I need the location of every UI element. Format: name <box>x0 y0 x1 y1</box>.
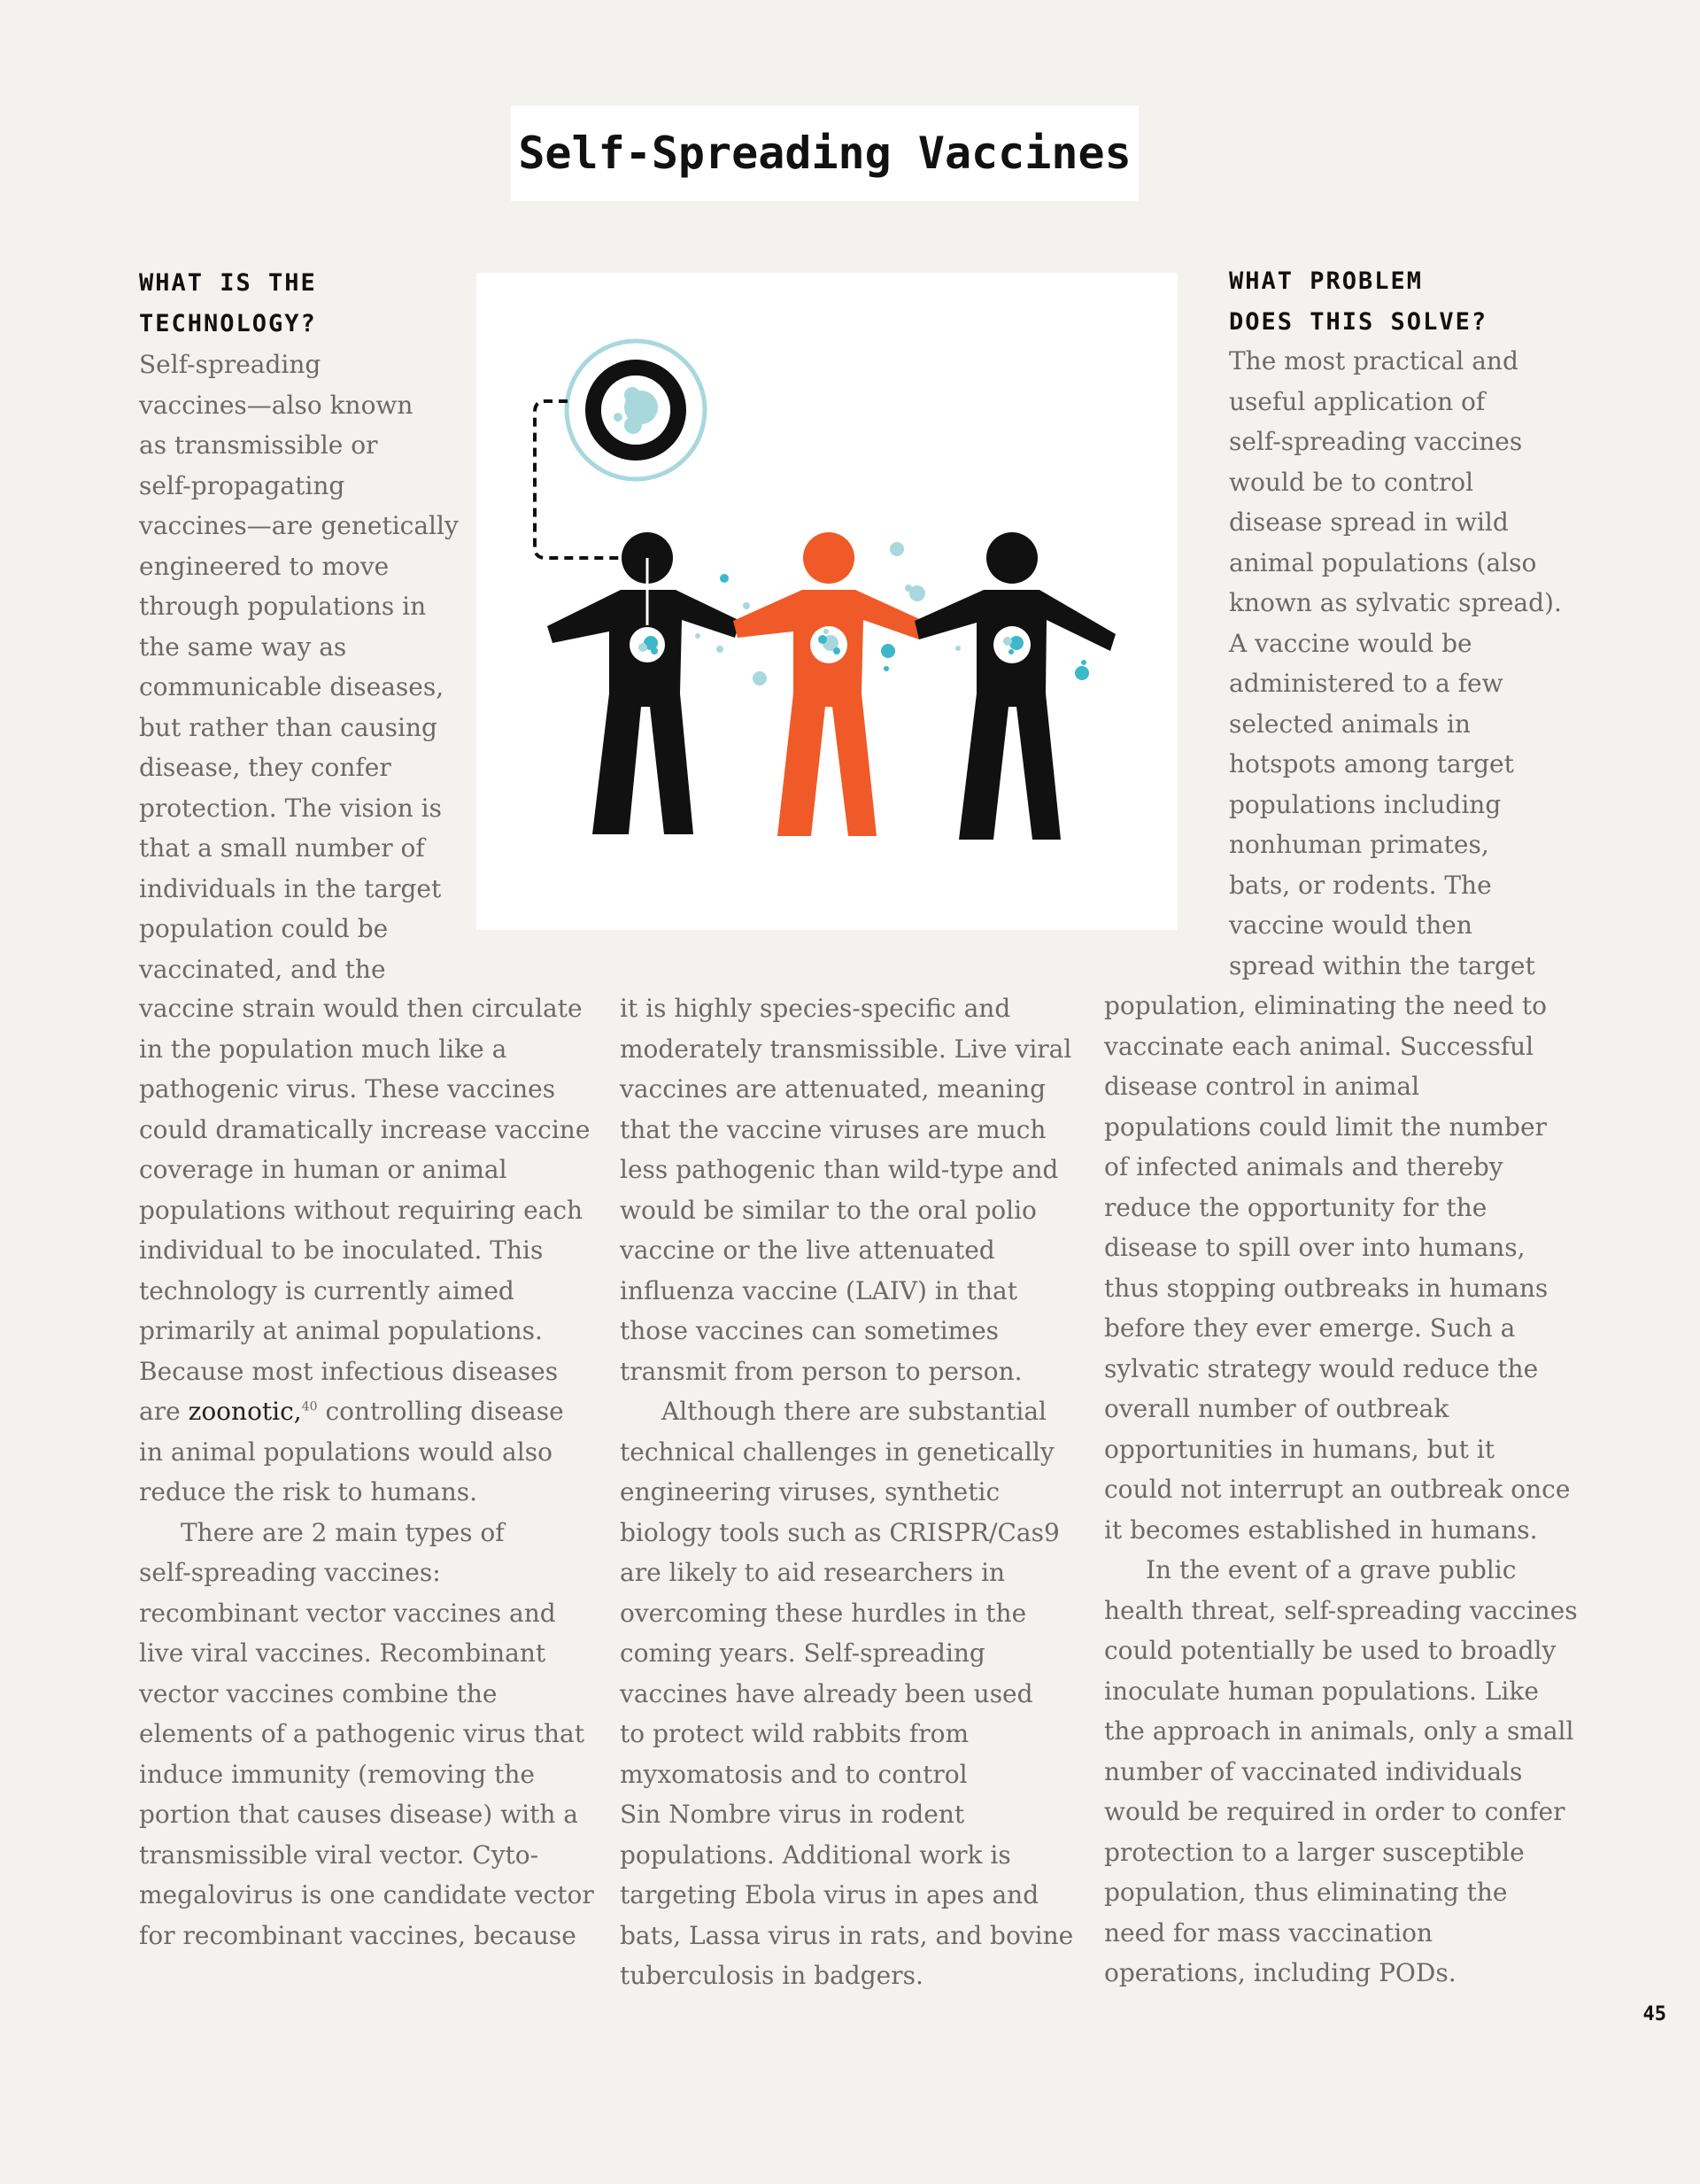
text-line: communicable diseases, <box>139 672 444 701</box>
text-line: vaccine strain would then circulate <box>139 994 583 1023</box>
text-line: known as sylvatic spread). <box>1229 588 1562 617</box>
text-line: induce immunity (removing the <box>139 1759 535 1789</box>
text-line: would be required in order to confer <box>1104 1797 1565 1826</box>
text-line: vaccine would then <box>1229 910 1472 940</box>
text-line: vaccines are attenuated, meaning <box>620 1074 1047 1104</box>
text-line: live viral vaccines. Recombinant <box>139 1638 546 1668</box>
text-line: individuals in the target <box>139 873 442 903</box>
person-black-icon <box>547 532 740 834</box>
text-line: primarily at animal populations. <box>139 1316 543 1345</box>
zoonotic-term: zoonotic, <box>188 1397 302 1426</box>
person-black-icon <box>915 532 1116 840</box>
text-line: that the vaccine viruses are much <box>620 1114 1047 1144</box>
text-line: would be similar to the oral polio <box>620 1195 1037 1225</box>
text-line: the same way as <box>139 631 347 662</box>
footnote-ref: 40 <box>301 1399 318 1414</box>
text-line: inoculate human populations. Like <box>1104 1676 1539 1706</box>
text-line: myxomatosis and to control <box>620 1759 968 1789</box>
text-line: elements of a pathogenic virus that <box>139 1719 585 1748</box>
text-line: useful application of <box>1229 386 1486 416</box>
text-line: population, thus eliminating the <box>1104 1878 1508 1907</box>
text-line: disease to spill over into humans, <box>1104 1233 1526 1262</box>
text-line: vaccines—also known <box>139 390 413 420</box>
text-line: bats, or rodents. The <box>1229 870 1492 900</box>
text-line: hotspots among target <box>1229 749 1514 778</box>
text-line: reduce the risk to humans. <box>139 1477 478 1506</box>
text-line: that a small number of <box>139 833 425 863</box>
text-line: animal populations (also <box>1229 547 1537 577</box>
text-line: populations without requiring each <box>139 1195 583 1225</box>
right-heading-line: DOES THIS SOLVE? <box>1229 308 1488 336</box>
text-line: influenza vaccine (LAIV) in that <box>620 1275 1017 1305</box>
text-line: biology tools such as CRISPR/Cas9 <box>620 1517 1060 1547</box>
text-line: The most practical and <box>1229 346 1518 376</box>
text-line: but rather than causing <box>139 712 437 742</box>
text-line: technology is currently aimed <box>139 1275 514 1305</box>
text-line: pathogenic virus. These vaccines <box>139 1074 556 1104</box>
text-line: vaccines have already been used <box>620 1678 1033 1708</box>
text-line: transmit from person to person. <box>620 1356 1023 1386</box>
text-line: populations could limit the number <box>1104 1111 1547 1142</box>
text-line: self-propagating <box>139 470 345 500</box>
text-line: less pathogenic than wild-type and <box>620 1155 1059 1184</box>
text-span: controlling disease <box>317 1397 564 1426</box>
text-line: through populations in <box>139 592 427 621</box>
text-line: bats, Lassa virus in rats, and bovine <box>620 1920 1074 1950</box>
text-span: are <box>139 1397 189 1426</box>
text-line: those vaccines can sometimes <box>620 1316 1000 1345</box>
text-line: portion that causes disease) with a <box>139 1800 578 1829</box>
text-line: could not interrupt an outbreak once <box>1104 1475 1571 1504</box>
text-line: need for mass vaccination <box>1104 1917 1433 1948</box>
right-column-bottom <box>1104 986 1578 1994</box>
text-line: vector vaccines combine the <box>139 1678 498 1708</box>
text-line: populations including <box>1229 789 1502 819</box>
text-line: transmissible viral vector. Cyto- <box>139 1839 539 1870</box>
text-line: could potentially be used to broadly <box>1104 1636 1557 1665</box>
text-line: would be to control <box>1229 467 1474 497</box>
text-line: There are 2 main types of <box>181 1517 505 1547</box>
text-line: of infected animals and thereby <box>1104 1152 1503 1181</box>
text-line: overcoming these hurdles in the <box>620 1598 1027 1628</box>
left-heading-line: TECHNOLOGY? <box>139 310 317 337</box>
text-line: In the event of a grave public <box>1146 1555 1517 1584</box>
left-heading-line: WHAT IS THE <box>139 269 317 297</box>
text-line: protection to a larger susceptible <box>1104 1837 1525 1867</box>
text-line: number of vaccinated individuals <box>1104 1756 1523 1786</box>
text-line: as transmissible or <box>139 430 378 460</box>
text-line: for recombinant vaccines, because <box>139 1920 576 1950</box>
text-line: engineering viruses, synthetic <box>620 1477 1001 1506</box>
text-line: health threat, self-spreading vaccines <box>1104 1595 1578 1625</box>
text-line: A vaccine would be <box>1229 628 1472 658</box>
text-line: the approach in animals, only a small <box>1104 1716 1574 1746</box>
illustration-figure <box>476 273 1178 930</box>
text-line: population could be <box>139 914 389 943</box>
left-column-top <box>139 345 459 989</box>
right-heading-line: WHAT PROBLEM <box>1229 267 1424 295</box>
text-line: are likely to aid researchers in <box>620 1558 1006 1587</box>
left-column-bottom <box>139 988 594 1956</box>
text-line: coming years. Self-spreading <box>620 1638 985 1668</box>
text-line: megalovirus is one candidate vector <box>139 1880 594 1909</box>
text-line: vaccinated, and the <box>139 954 386 984</box>
text-line: recombinant vector vaccines and <box>139 1598 556 1628</box>
text-line: in the population much like a <box>139 1034 507 1064</box>
middle-column <box>620 988 1073 1996</box>
text-line: Sin Nombre virus in rodent <box>620 1800 965 1829</box>
text-line: vaccines—are genetically <box>139 511 459 540</box>
text-line: Self-spreading <box>139 350 321 379</box>
text-line: thus stopping outbreaks in humans <box>1104 1273 1549 1303</box>
text-line: it is highly species-specific and <box>620 994 1011 1023</box>
magnifier-icon <box>567 341 705 479</box>
text-line: vaccine or the live attenuated <box>620 1235 995 1265</box>
text-line: tuberculosis in badgers. <box>620 1961 923 1990</box>
text-line: to protect wild rabbits from <box>620 1719 970 1748</box>
text-line: spread within the target <box>1229 950 1535 980</box>
page-number: 45 <box>1642 2003 1666 2025</box>
text-line: reduce the opportunity for the <box>1104 1192 1488 1222</box>
text-line: moderately transmissible. Live viral <box>620 1034 1072 1064</box>
text-line: technical challenges in genetically <box>620 1437 1055 1467</box>
text-line: disease, they confer <box>139 753 391 782</box>
text-line: selected animals in <box>1229 709 1471 739</box>
text-line: targeting Ebola virus in apes and <box>620 1880 1039 1909</box>
text-line: population, eliminating the need to <box>1104 991 1547 1020</box>
text-line: protection. The vision is <box>139 793 442 823</box>
text-line: operations, including PODs. <box>1104 1958 1457 1987</box>
text-line: opportunities in humans, but it <box>1104 1434 1495 1464</box>
text-line: administered to a few <box>1229 669 1503 698</box>
text-line: coverage in human or animal <box>139 1155 507 1184</box>
text-line: overall number of outbreak <box>1104 1394 1449 1423</box>
text-line: disease control in animal <box>1104 1072 1420 1101</box>
text-line: individual to be inoculated. This <box>139 1235 544 1265</box>
text-line: self-spreading vaccines: <box>139 1558 441 1587</box>
text-line: vaccinate each animal. Successful <box>1104 1031 1534 1061</box>
text-line: disease spread in wild <box>1229 507 1509 537</box>
text-line: nonhuman primates, <box>1229 830 1489 859</box>
text-line: sylvatic strategy would reduce the <box>1104 1353 1539 1383</box>
left-heading <box>139 263 317 345</box>
text-line: it becomes established in humans. <box>1104 1514 1538 1545</box>
right-heading <box>1229 261 1488 343</box>
right-column-top <box>1229 341 1562 986</box>
text-line: could dramatically increase vaccine <box>139 1114 591 1144</box>
zoonotic-line <box>139 1391 594 1432</box>
people-virus-illustration <box>476 273 1178 930</box>
text-line: engineered to move <box>139 551 390 581</box>
text-line: in animal populations would also <box>139 1437 552 1467</box>
text-line: Although there are substantial <box>661 1397 1047 1426</box>
title-box <box>511 105 1139 201</box>
page-title: Self-Spreading Vaccines <box>518 128 1132 179</box>
text-line: before they ever emerge. Such a <box>1104 1313 1516 1343</box>
text-line: populations. Additional work is <box>620 1839 1011 1870</box>
text-line: Because most infectious diseases <box>139 1356 559 1386</box>
text-line: self-spreading vaccines <box>1229 427 1523 456</box>
